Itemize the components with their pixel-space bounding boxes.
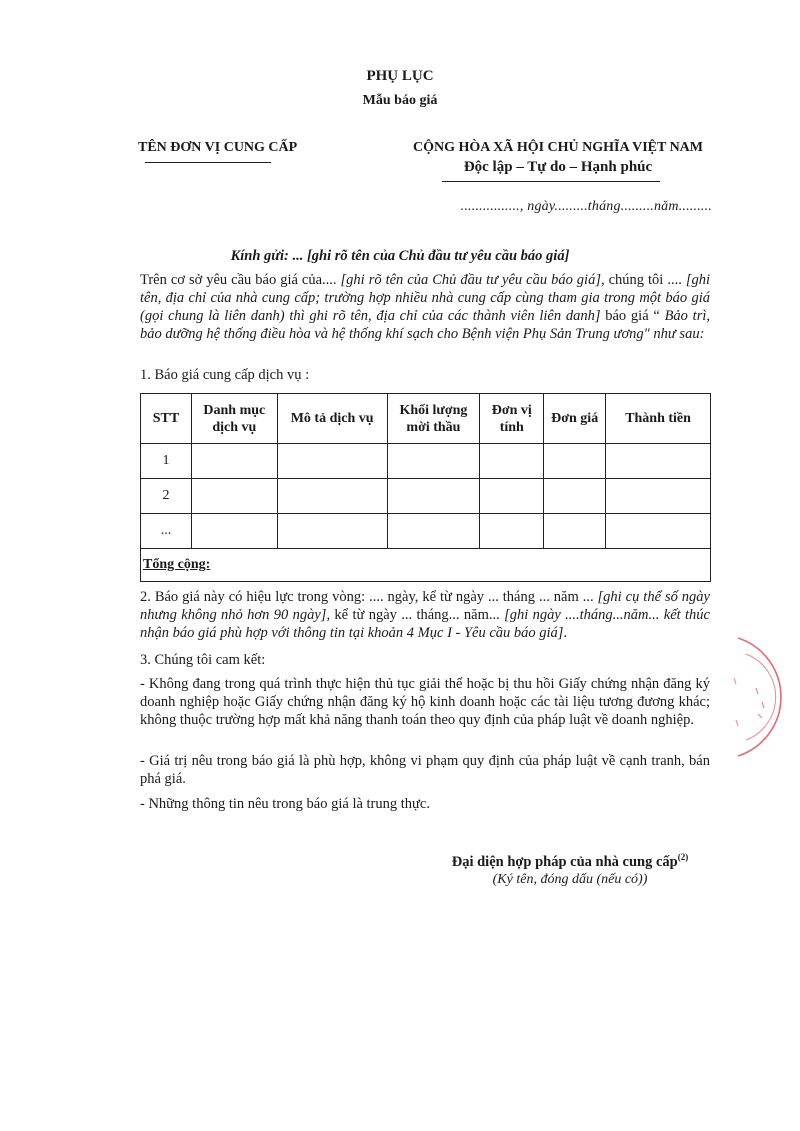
salutation xyxy=(0,248,800,265)
section-2-validity xyxy=(140,588,710,642)
supplier-label: TÊN ĐƠN VỊ CUNG CẤP xyxy=(138,140,298,155)
table-cell xyxy=(387,444,480,479)
signature-note: (Ký tên, đóng dấu (nếu có)) xyxy=(492,872,648,887)
supplier-underline xyxy=(145,162,271,163)
table-cell xyxy=(277,514,387,549)
table-cell xyxy=(387,479,480,514)
header-unit-price: Đơn giá xyxy=(544,394,606,444)
table-row xyxy=(141,444,711,479)
intro-text-2: , chúng tôi .... xyxy=(600,272,686,288)
table-cell xyxy=(277,479,387,514)
table-header-row xyxy=(141,394,711,444)
salutation-prefix: Kính gửi: ... xyxy=(230,248,307,264)
validity-text-1: 2. Báo giá này có hiệu lực trong vòng: .... ngày, kể từ ngày ... tháng ... năm ... xyxy=(140,589,598,605)
table-cell xyxy=(544,514,606,549)
header-service-list: Danh mục dịch vụ xyxy=(191,394,277,444)
page-subtitle: Mẫu báo giá xyxy=(362,93,438,108)
table-total-row xyxy=(141,549,711,582)
table-cell xyxy=(606,444,711,479)
table-cell xyxy=(480,479,544,514)
table-cell xyxy=(191,479,277,514)
national-motto: Độc lập – Tự do – Hạnh phúc xyxy=(463,159,653,175)
date-line: ................, ngày.........tháng.........năm......... xyxy=(460,199,712,214)
validity-text-3: . xyxy=(563,625,568,641)
national-title: CỘNG HÒA XÃ HỘI CHỦ NGHĨA VIỆT NAM xyxy=(412,140,703,155)
table-cell xyxy=(277,444,387,479)
table-row xyxy=(141,479,711,514)
header-service-description: Mô tả dịch vụ xyxy=(277,394,387,444)
page-title: PHỤ LỤC xyxy=(366,68,434,84)
intro-placeholder-2: [ghi tên, địa chỉ của nhà cung cấp; trường hợp nhiều nhà cung cấp cùng tham gia trong một báo giá (gọi chung là liên danh) thì ghi rõ tên, địa chỉ của các thành viên liên danh] xyxy=(140,272,710,324)
intro-text-3: báo giá “ xyxy=(600,308,665,324)
header-total-amount: Thành tiền xyxy=(606,394,711,444)
section-1-heading: 1. Báo giá cung cấp dịch vụ : xyxy=(140,367,310,383)
table-cell xyxy=(480,514,544,549)
validity-placeholder-2: [ghi ngày ....tháng...năm... kết thúc nhận báo giá phù hợp với thông tin tại khoản 4 Mục I - Yêu cầu báo giá] xyxy=(140,607,710,641)
section-3-heading: 3. Chúng tôi cam kết: xyxy=(140,652,266,668)
table-cell xyxy=(544,479,606,514)
table-cell xyxy=(480,444,544,479)
intro-placeholder-1: [ghi rõ tên của Chủ đầu tư yêu cầu báo giá] xyxy=(340,272,601,288)
header-unit: Đơn vị tính xyxy=(480,394,544,444)
commitment-bullet-1: - Không đang trong quá trình thực hiện thủ tục giải thể hoặc bị thu hồi Giấy chứng nhận đăng ký doanh nghiệp hoặc Giấy chứng nhận đăng ký hộ kinh doanh hoặc các tài liệu tương đương khác; không thuộc trường hợp mất khả năng thanh toán theo quy định của pháp luật về doanh nghiệp. xyxy=(140,676,710,728)
salutation-placeholder: [ghi rõ tên của Chủ đầu tư yêu cầu báo giá] xyxy=(306,248,570,264)
table-cell xyxy=(387,514,480,549)
table-cell xyxy=(544,444,606,479)
validity-placeholder-1: [ghi cụ thể số ngày nhưng không nhỏ hơn 90 ngày] xyxy=(140,589,710,623)
commitment-bullet-2: - Giá trị nêu trong báo giá là phù hợp, không vi phạm quy định của pháp luật về cạnh tranh, bán phá giá. xyxy=(140,753,710,787)
quotation-table xyxy=(140,393,711,582)
row-number: ... xyxy=(141,514,192,549)
table-row xyxy=(141,514,711,549)
table-cell xyxy=(606,479,711,514)
intro-paragraph xyxy=(140,271,710,343)
footnote-marker: (2) xyxy=(677,852,689,862)
row-number: 1 xyxy=(141,444,192,479)
red-stamp-partial xyxy=(728,628,800,768)
table-cell xyxy=(606,514,711,549)
intro-service-name: Bảo trì, bảo dưỡng hệ thống điều hòa và hệ thống khí sạch cho Bệnh viện Phụ Sản Trung ương" như sau: xyxy=(140,308,711,342)
intro-text-1: Trên cơ sở yêu cầu báo giá của.... xyxy=(140,272,341,288)
header-stt: STT xyxy=(141,394,192,444)
motto-underline xyxy=(442,181,660,182)
commitment-bullet-3: - Những thông tin nêu trong báo giá là trung thực. xyxy=(140,796,430,812)
total-label: Tổng cộng: xyxy=(141,549,711,582)
header-quantity: Khối lượng mời thầu xyxy=(387,394,480,444)
row-number: 2 xyxy=(141,479,192,514)
validity-text-2: , kể từ ngày ... tháng... năm... xyxy=(326,607,505,623)
table-cell xyxy=(191,444,277,479)
signature-title xyxy=(420,852,720,871)
table-cell xyxy=(191,514,277,549)
signature-title-text: Đại diện hợp pháp của nhà cung cấp xyxy=(451,853,678,870)
